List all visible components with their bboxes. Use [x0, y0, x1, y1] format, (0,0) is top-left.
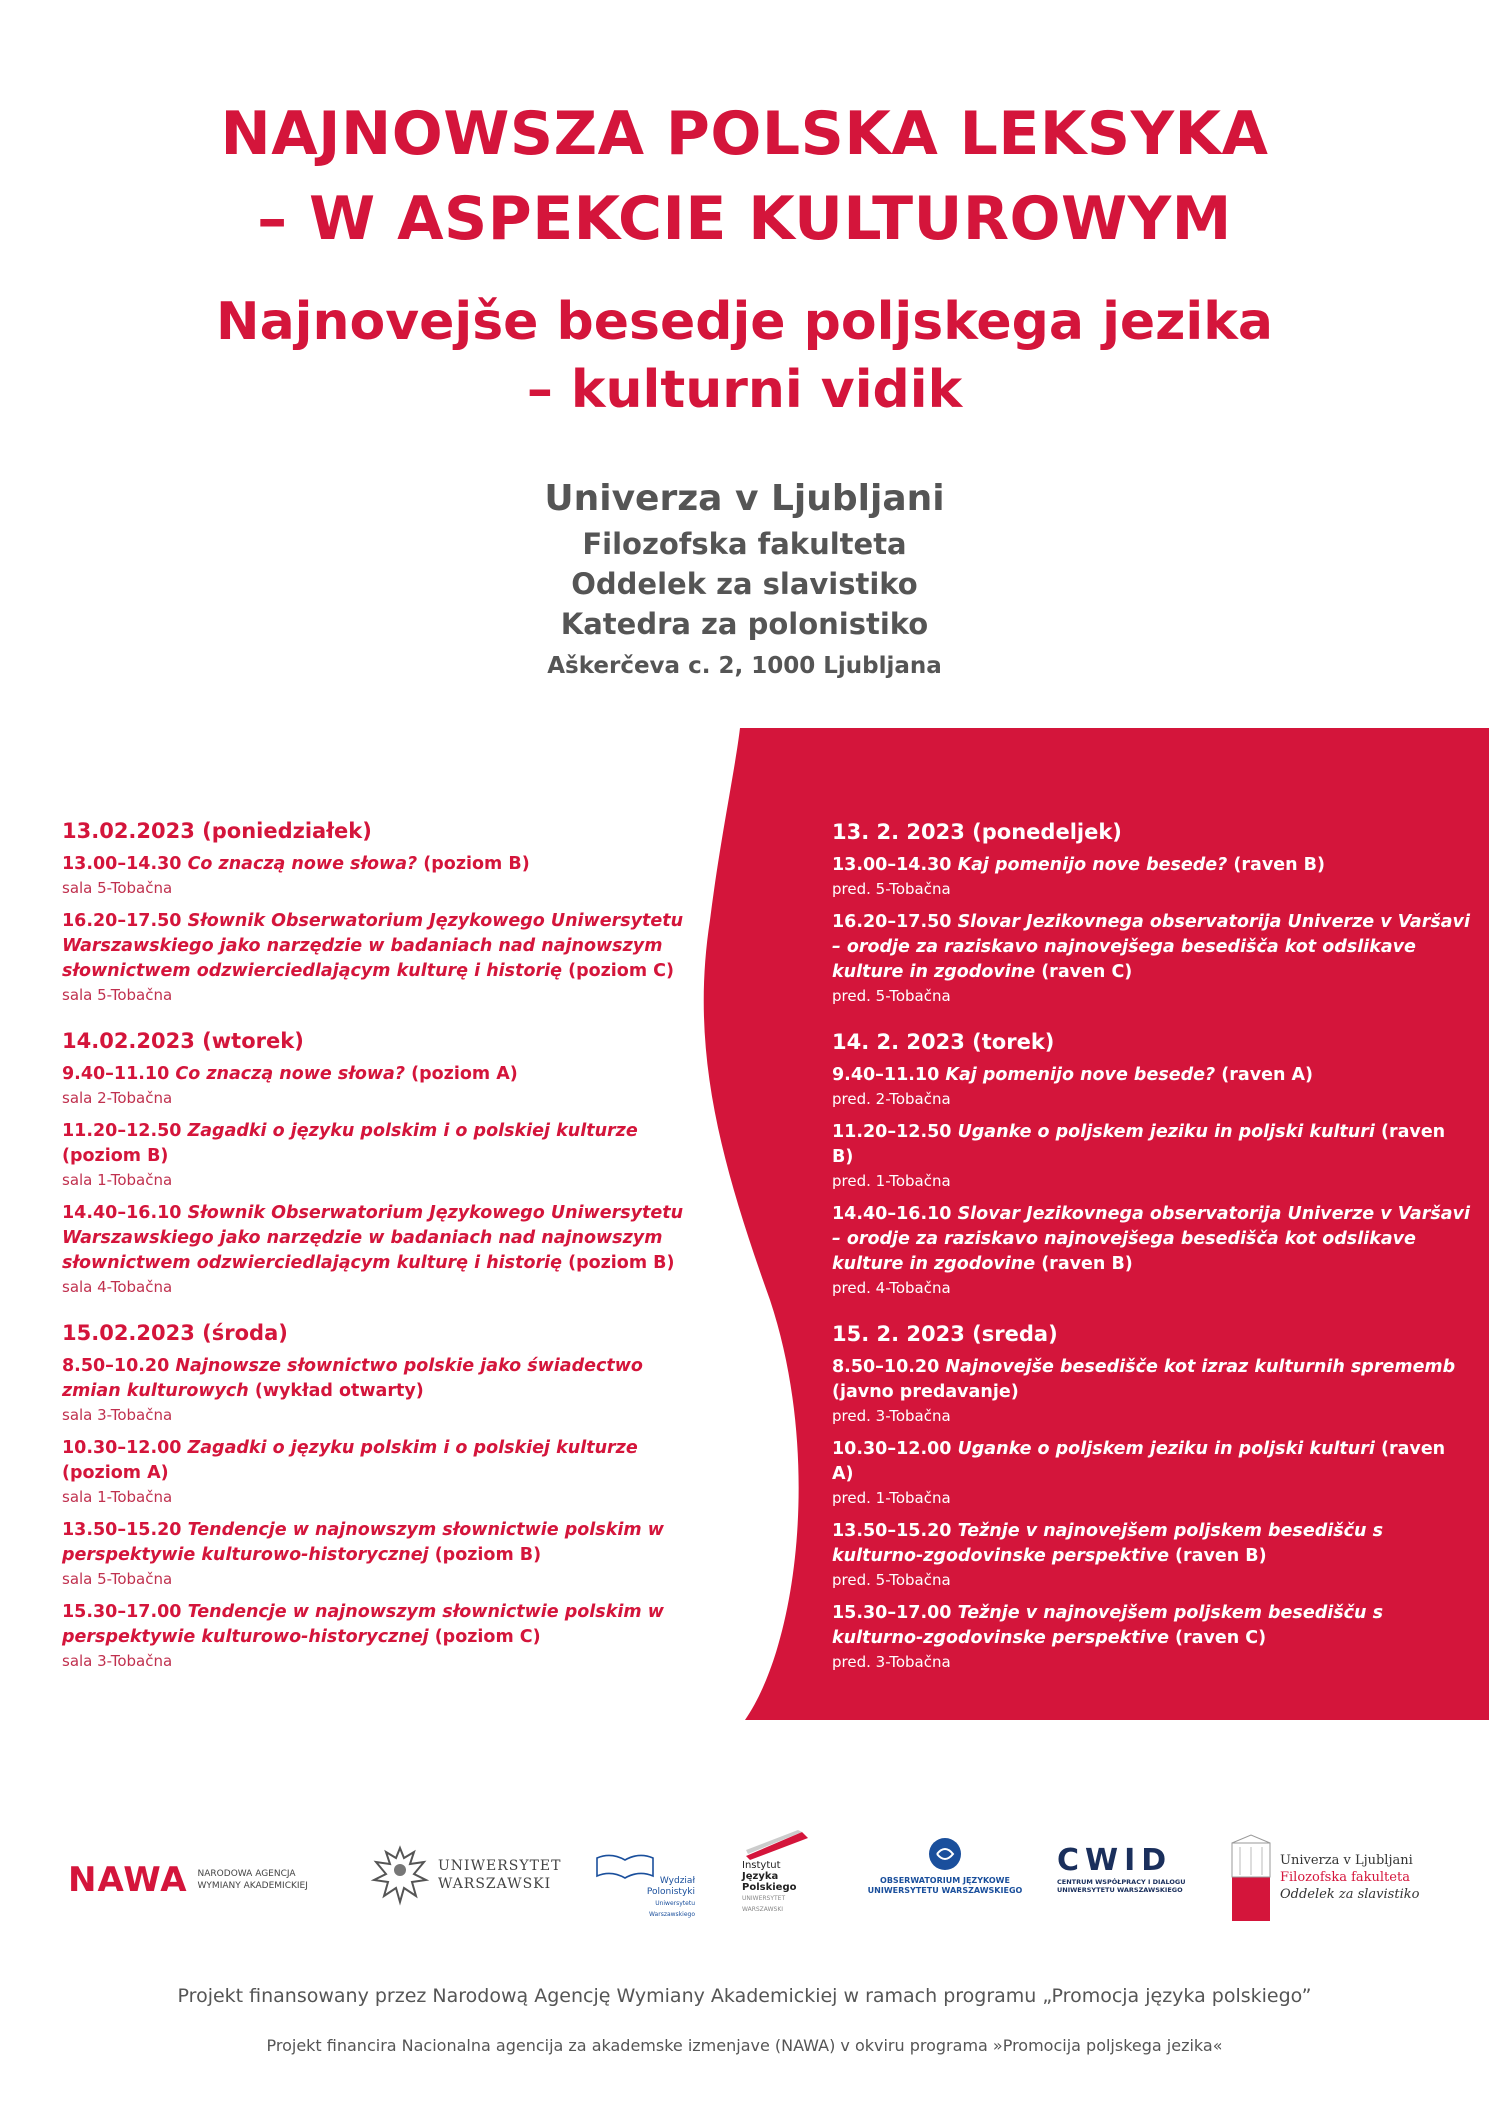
event-name: Najnowsze słownictwo polskie jako świadectwo zmian kulturowych [62, 1356, 643, 1401]
event-time: 15.30–17.00 [62, 1602, 182, 1622]
event-title [832, 1437, 1472, 1487]
partner-logos [60, 1830, 1440, 1930]
event-room: pred. 5-Tobačna [832, 1571, 951, 1589]
event-title [832, 1355, 1472, 1405]
ijp-line5: WARSZAWSKI [742, 1906, 784, 1913]
department-name: Oddelek za slavistiko [571, 567, 918, 601]
event-level: (poziom B) [423, 854, 530, 874]
event-room: sala 2-Tobačna [62, 1089, 173, 1107]
event-room: sala 5-Tobačna [62, 986, 173, 1004]
event-level: (raven C) [1041, 962, 1133, 982]
nawa-logo [68, 1860, 308, 1900]
event-level: (javno predavanje) [832, 1382, 1019, 1402]
wp-line1: Wydział [659, 1876, 695, 1886]
event-level: (raven B) [832, 1122, 1446, 1167]
ijp-line1: Instytut [742, 1860, 781, 1871]
title-sl-line2: – kulturni vidik [526, 360, 963, 420]
event-level: (poziom C) [434, 1627, 541, 1647]
oj-line2: UNIWERSYTETU WARSZAWSKIEGO [867, 1886, 1023, 1895]
day-heading: 13. 2. 2023 (ponedeljek) [832, 820, 1122, 844]
footer-pl: Projekt finansowany przez Narodową Agencję Wymiany Akademickiej w ramach programu „Promocja języka polskiego” [177, 1985, 1312, 2007]
event-level: (raven C) [1175, 1628, 1267, 1648]
event-title [832, 1519, 1472, 1569]
event-level: (poziom B) [434, 1545, 542, 1565]
event-room: sala 1-Tobačna [62, 1171, 173, 1189]
schedule-slovenian [832, 817, 1472, 1683]
event-level: (poziom A) [62, 1463, 169, 1483]
event-title [62, 909, 702, 984]
event-room: sala 1-Tobačna [62, 1488, 173, 1506]
ul-line2: Filozofska fakulteta [1280, 1870, 1410, 1885]
ijp-line4: UNIWERSYTET [742, 1895, 786, 1902]
schedule-polish [62, 816, 702, 1682]
event-title [832, 853, 1472, 878]
chair-name: Katedra za polonistiko [560, 607, 929, 641]
cwid-mark: CWID [1057, 1843, 1173, 1878]
uw-line1: UNIWERSYTET [438, 1858, 562, 1874]
ijp-line3: Polskiego [742, 1882, 797, 1893]
event-room: sala 3-Tobačna [62, 1652, 173, 1670]
event-time: 13.00–14.30 [832, 855, 952, 875]
event-name: Tendencje w najnowszym słownictwie polskim w perspektywie kulturowo-historycznej [62, 1520, 664, 1565]
nawa-line1: NARODOWA AGENCJA [197, 1869, 296, 1879]
footer-sl: Projekt financira Nacionalna agencija za akademske izmenjave (NAWA) v okviru programa »Promocija poljskega jezika« [266, 2036, 1223, 2055]
event-time: 8.50–10.20 [62, 1356, 170, 1376]
event-room: pred. 4-Tobačna [832, 1279, 951, 1297]
uw-logo [370, 1840, 561, 1910]
event-name: Uganke o poljskem jeziku in poljski kulturi [957, 1122, 1375, 1142]
event-time: 8.50–10.20 [832, 1357, 940, 1377]
event-name: Težnje v najnovejšem poljskem besedišču s kulturno-zgodovinske perspektive [832, 1603, 1383, 1648]
day-heading: 15. 2. 2023 (sreda) [832, 1322, 1058, 1346]
event-level: (poziom B) [568, 1253, 675, 1273]
ul-logo [1228, 1830, 1428, 1925]
event-room: pred. 2-Tobačna [832, 1090, 951, 1108]
university-name: Univerza v Ljubljani [544, 478, 945, 519]
oj-line1: OBSERWATORIUM JĘZYKOWE [880, 1876, 1010, 1885]
event-name: Tendencje w najnowszym słownictwie polskim w perspektywie kulturowo-historycznej [62, 1602, 664, 1647]
eagle-icon [370, 1840, 430, 1910]
ul-line3: Oddelek za slavistiko [1280, 1887, 1420, 1902]
event-title [832, 1120, 1472, 1170]
event-name: Słownik Obserwatorium Językowego Uniwersytetu Warszawskiego jako narzędzie w badaniach nad najnowszym słownictwem odzwierciedlającym kulturę i historię [62, 911, 684, 981]
event-name: Slovar Jezikovnega observatorija Univerze v Varšavi – orodje za raziskavo najnovejšega besedišča kot odslikave kulture in zgodovine [832, 1204, 1470, 1274]
event-time: 14.40–16.10 [62, 1203, 182, 1223]
cwid-line2: UNIWERSYTETU WARSZAWSKIEGO [1057, 1886, 1183, 1894]
event-time: 16.20–17.50 [62, 911, 182, 931]
event-level: (raven A) [1221, 1065, 1314, 1085]
event-title [832, 1601, 1472, 1651]
event-time: 10.30–12.00 [62, 1438, 182, 1458]
event-time: 14.40–16.10 [832, 1204, 952, 1224]
cwid-logo [1057, 1844, 1187, 1914]
title-pl-line1: NAJNOWSZA POLSKA LEKSYKA [220, 99, 1269, 169]
event-title [62, 1600, 702, 1650]
event-room: pred. 5-Tobačna [832, 880, 951, 898]
event-title [62, 1518, 702, 1568]
day-heading: 14. 2. 2023 (torek) [832, 1030, 1055, 1054]
event-level: (raven B) [1175, 1546, 1267, 1566]
cwid-line1: CENTRUM WSPÓŁPRACY I DIALOGU [1057, 1878, 1186, 1886]
event-room: pred. 5-Tobačna [832, 987, 951, 1005]
event-name: Težnje v najnovejšem poljskem besedišču s kulturno-zgodovinske perspektive [832, 1521, 1383, 1566]
event-time: 13.50–15.20 [62, 1520, 182, 1540]
event-level: (poziom A) [411, 1064, 518, 1084]
flag-swoosh-icon [742, 1830, 812, 1860]
event-room: sala 4-Tobačna [62, 1278, 173, 1296]
event-room: pred. 3-Tobačna [832, 1653, 951, 1671]
event-time: 10.30–12.00 [832, 1439, 952, 1459]
event-time: 13.00–14.30 [62, 854, 182, 874]
event-name: Co znaczą nowe słowa? [187, 854, 418, 874]
event-name: Zagadki o języku polskim i o polskiej kulturze [187, 1121, 638, 1141]
building-icon [1228, 1833, 1274, 1923]
event-name: Kaj pomenijo nove besede? [945, 1065, 1216, 1085]
event-room: sala 3-Tobačna [62, 1406, 173, 1424]
event-time: 11.20–12.50 [62, 1121, 182, 1141]
event-name: Co znaczą nowe słowa? [175, 1064, 406, 1084]
event-title [832, 1202, 1472, 1277]
event-title [62, 1201, 702, 1276]
wp-line3: Uniwersytetu Warszawskiego [649, 1900, 695, 1918]
globe-icon [927, 1836, 963, 1872]
nawa-line2: WYMIANY AKADEMICKIEJ [197, 1881, 308, 1891]
uw-line2: WARSZAWSKI [438, 1876, 552, 1892]
ul-line1: Univerza v Ljubljani [1280, 1853, 1413, 1868]
wp-line2: Polonistyki [646, 1887, 695, 1897]
footer [0, 1983, 1489, 2058]
event-level: (raven B) [1233, 855, 1326, 875]
event-time: 16.20–17.50 [832, 912, 952, 932]
event-level: (wykład otwarty) [254, 1381, 424, 1401]
event-name: Słownik Obserwatorium Językowego Uniwersytetu Warszawskiego jako narzędzie w badaniach nad najnowszym słownictwem odzwierciedlającym kulturę i historię [62, 1203, 684, 1273]
title-sl-line1: Najnovejše besedje poljskega jezika [216, 292, 1273, 352]
ijp-line2: Języka [742, 1871, 779, 1882]
day-heading: 15.02.2023 (środa) [62, 1321, 288, 1345]
event-title [62, 1354, 702, 1404]
title-block [0, 92, 1489, 424]
event-level: (poziom B) [62, 1146, 169, 1166]
event-level: (raven A) [832, 1439, 1446, 1484]
event-room: sala 5-Tobačna [62, 879, 173, 897]
ijp-logo [742, 1830, 822, 1925]
event-name: Slovar Jezikovnega observatorija Univerze v Varšavi – orodje za raziskavo najnovejšega besedišča kot odslikave kulture in zgodovine [832, 912, 1470, 982]
title-pl-line2: – W ASPEKCIE KULTUROWYM [257, 184, 1232, 254]
faculty-name: Filozofska fakulteta [582, 527, 907, 561]
obserwatorium-logo [860, 1836, 1030, 1916]
day-heading: 13.02.2023 (poniedziałek) [62, 819, 372, 843]
event-title [62, 1119, 702, 1169]
address-block [0, 474, 1489, 688]
day-heading: 14.02.2023 (wtorek) [62, 1029, 304, 1053]
event-room: pred. 1-Tobačna [832, 1489, 951, 1507]
event-title [62, 1436, 702, 1486]
event-time: 9.40–11.10 [62, 1064, 170, 1084]
event-room: sala 5-Tobačna [62, 1570, 173, 1588]
event-title [832, 910, 1472, 985]
event-time: 15.30–17.00 [832, 1603, 952, 1623]
event-title [62, 852, 702, 877]
event-name: Kaj pomenijo nove besede? [957, 855, 1228, 875]
event-time: 13.50–15.20 [832, 1521, 952, 1541]
event-time: 9.40–11.10 [832, 1065, 940, 1085]
event-time: 11.20–12.50 [832, 1122, 952, 1142]
event-name: Zagadki o języku polskim i o polskiej kulturze [187, 1438, 638, 1458]
nawa-mark: NAWA [68, 1860, 188, 1900]
event-title [832, 1063, 1472, 1088]
wydzial-polonistyki-logo [595, 1850, 695, 1920]
event-room: pred. 1-Tobačna [832, 1172, 951, 1190]
event-room: pred. 3-Tobačna [832, 1407, 951, 1425]
event-title [62, 1062, 702, 1087]
event-level: (poziom C) [568, 961, 675, 981]
street-address: Aškerčeva c. 2, 1000 Ljubljana [547, 653, 942, 679]
event-level: (raven B) [1041, 1254, 1133, 1274]
event-name: Najnovejše besedišče kot izraz kulturnih sprememb [945, 1357, 1456, 1377]
event-name: Uganke o poljskem jeziku in poljski kulturi [957, 1439, 1375, 1459]
